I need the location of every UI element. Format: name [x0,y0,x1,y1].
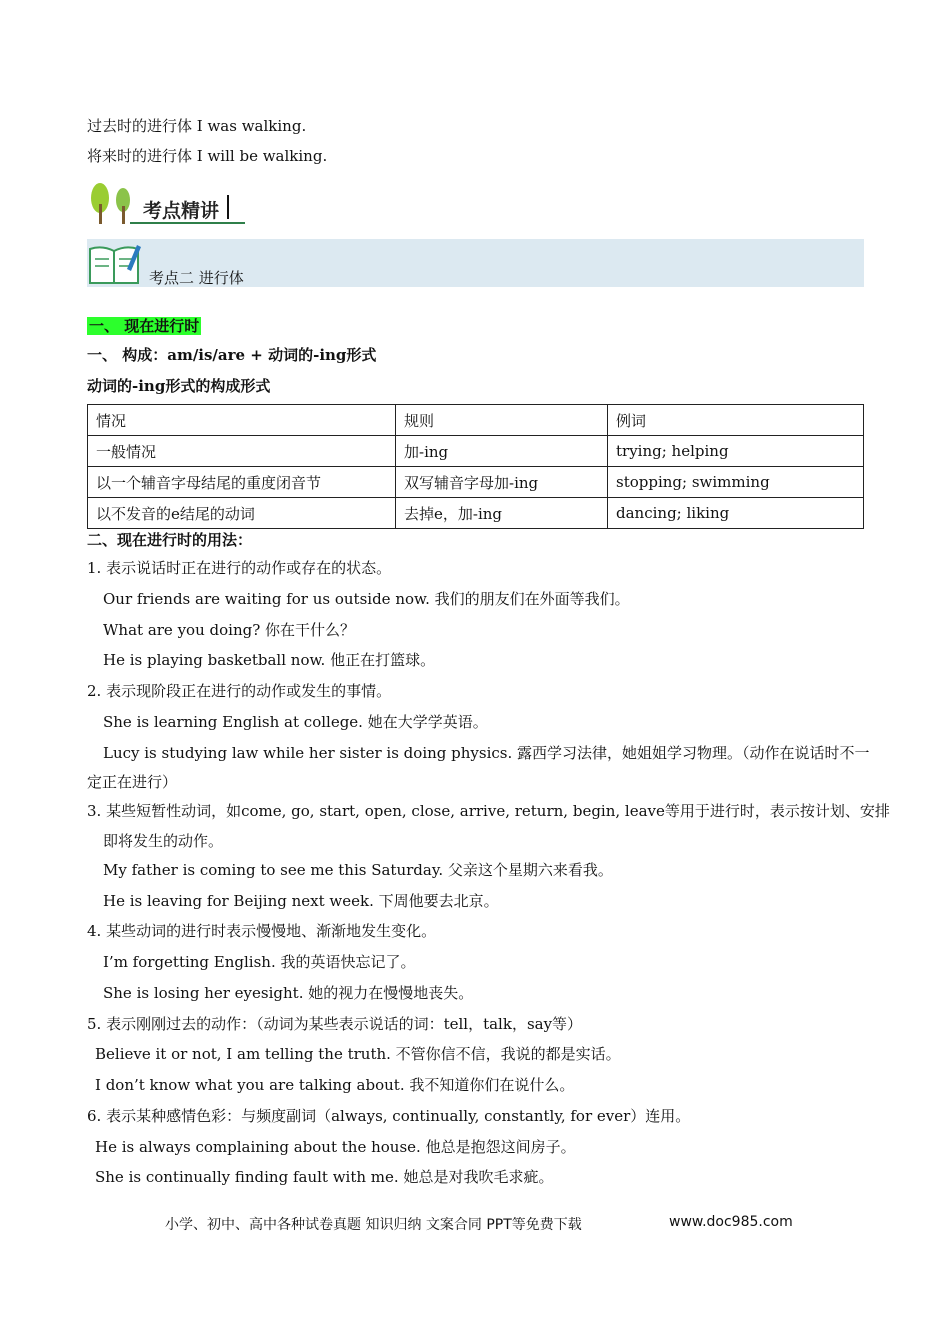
table-cell: 双写辅音字母加-ing [396,467,608,498]
usage-line: I don’t know what you are talking about. 我不知道你们在说什么。 [95,1076,575,1094]
tree-icon [87,182,147,226]
usage-line: Believe it or not, I am telling the truth. 不管你信不信，我说的都是实话。 [95,1045,621,1063]
usage-line: I’m forgetting English. 我的英语快忘记了。 [103,953,416,971]
highlighted-heading: 一、 现在进行时 [89,317,200,335]
heading-present-progressive [87,316,201,336]
table-row [88,498,864,529]
ing-form-title: 动词的-ing形式的构成形式 [87,377,271,395]
usage-line: What are you doing? 你在干什么？ [103,621,356,639]
usage-line: 即将发生的动作。 [103,832,224,850]
ing-rules-table [87,404,864,529]
table-header-cell: 情况 [88,405,396,436]
logo-underline [130,222,245,224]
table-cell: 以一个辅音字母结尾的重度闭音节 [88,467,396,498]
usage-line: He is always complaining about the house. 他总是抱怨这间房子。 [95,1138,576,1156]
usage-line: She is continually finding fault with me. 她总是对我吹毛求疵。 [95,1168,554,1186]
table-cell: 一般情况 [88,436,396,467]
book-icon [87,239,143,287]
table-cell: dancing; liking [608,498,864,529]
usage-line: 6. 表示某种感情色彩：与频度副词（always, continually, constantly, for ever）连用。 [87,1107,691,1125]
usage-line: 1. 表示说话时正在进行的动作或存在的状态。 [87,559,392,577]
kaodian-logo-text: 考点精讲 [143,200,220,222]
footer-url[interactable]: www.doc985.com [669,1214,793,1230]
table-cell: 加-ing [396,436,608,467]
usage-line: 5. 表示刚刚过去的动作：（动词为某些表示说话的词：tell，talk，say等） [87,1015,583,1033]
intro-line-future: 将来时的进行体 I will be walking. [87,147,328,165]
usage-line: Our friends are waiting for us outside now. 我们的朋友们在外面等我们。 [103,590,630,608]
table-cell: trying; helping [608,436,864,467]
table-header-cell: 规则 [396,405,608,436]
section-banner [87,239,864,287]
usage-line: She is losing her eyesight. 她的视力在慢慢地丧失。 [103,984,474,1002]
usage-title: 二、现在进行时的用法： [87,531,253,549]
usage-line: 定正在进行） [87,773,178,791]
usage-line: Lucy is studying law while her sister is doing physics. 露西学习法律，她姐姐学习物理。（动作在说话时不一 [103,744,870,762]
usage-line: 2. 表示现阶段正在进行的动作或发生的事情。 [87,682,392,700]
usage-line: My father is coming to see me this Saturday. 父亲这个星期六来看我。 [103,861,613,879]
section-title: 考点二 进行体 [149,269,244,287]
table-header-row [88,405,864,436]
usage-line: He is leaving for Beijing next week. 下周他要去北京。 [103,892,499,910]
text-cursor [227,195,229,219]
usage-line: He is playing basketball now. 他正在打篮球。 [103,651,436,669]
footer-text: 小学、初中、高中各种试卷真题 知识归纳 文案合同 PPT等免费下载 [165,1217,582,1233]
table-cell: 去掉e，加-ing [396,498,608,529]
table-row [88,467,864,498]
table-cell: 以不发音的e结尾的动词 [88,498,396,529]
intro-line-past: 过去时的进行体 I was walking. [87,117,307,135]
usage-line: She is learning English at college. 她在大学学英语。 [103,713,488,731]
table-header-cell: 例词 [608,405,864,436]
usage-line: 4. 某些动词的进行时表示慢慢地、渐渐地发生变化。 [87,922,437,940]
construction-heading: 一、 构成：am/is/are + 动词的-ing形式 [87,346,377,364]
usage-line: 3. 某些短暂性动词，如come, go, start, open, close, arrive, return, begin, leave等用于进行时，表示按计划、安排 [87,802,890,820]
table-cell: stopping; swimming [608,467,864,498]
table-row [88,436,864,467]
